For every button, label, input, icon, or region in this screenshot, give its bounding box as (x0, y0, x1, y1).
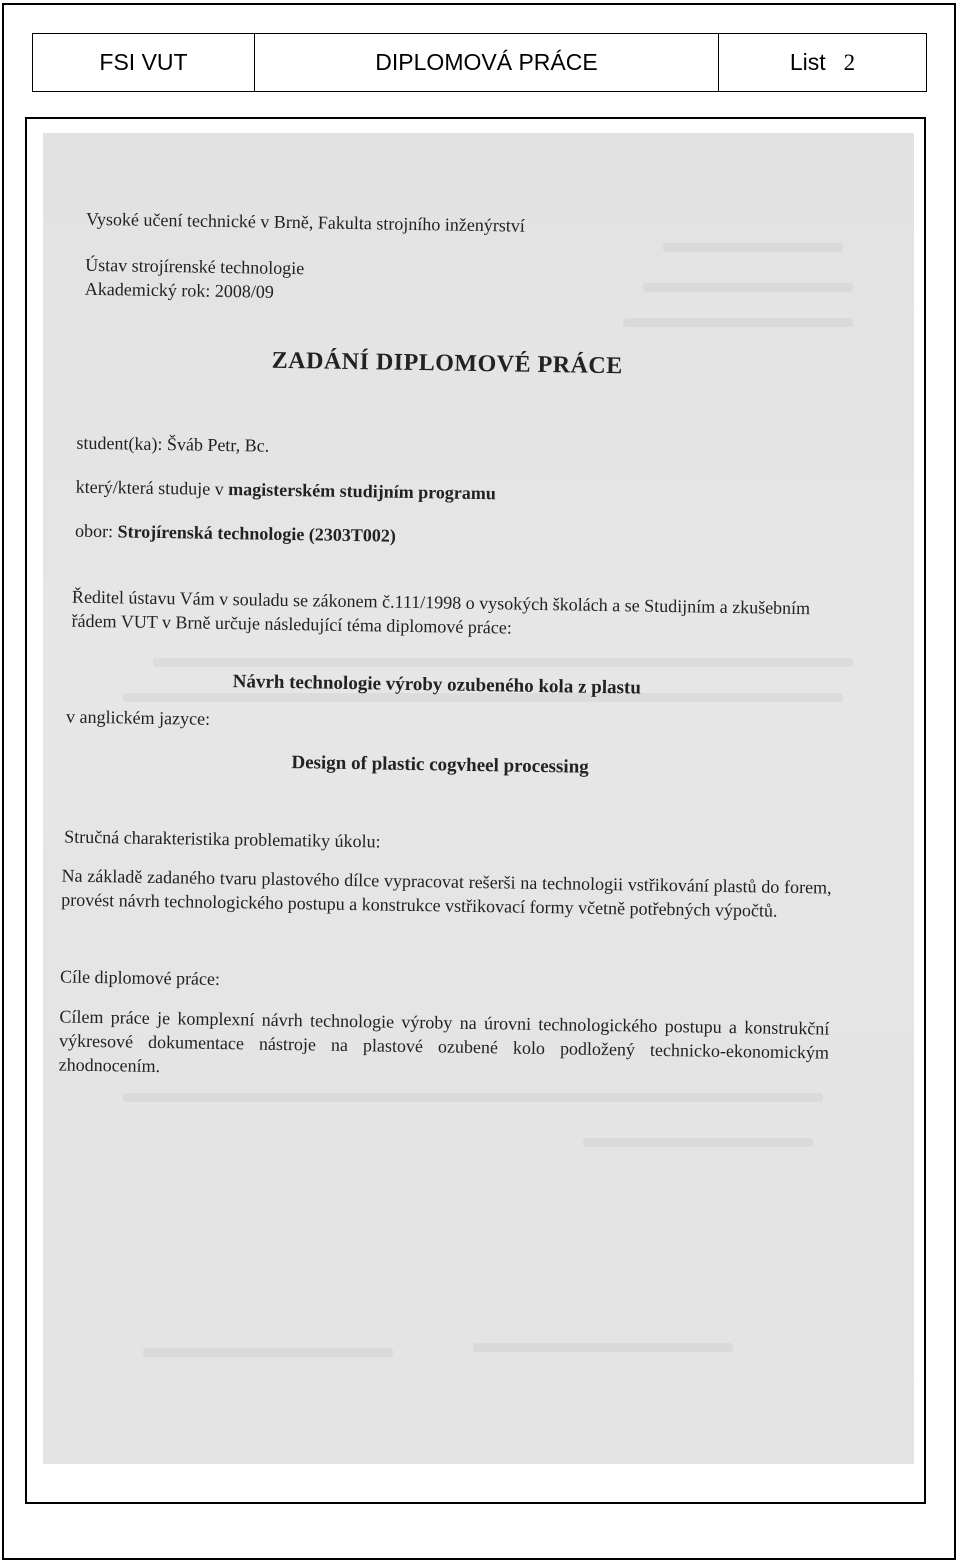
goals-label: Cíle diplomové práce: (59, 966, 221, 989)
academic-year: Akademický rok: 2008/09 (84, 278, 274, 302)
goals-text: Cílem práce je komplexní návrh technologie výroby na úrovni technologického postupu a konstrukční výkresové dokumentace nástroje na plastové ozubené kolo podložený technicko-ekonomickým zhodnocením. (58, 1006, 830, 1077)
school-name: Vysoké učení technické v Brně, Fakulta strojního inženýrství (85, 208, 525, 236)
student-name: student(ka): Šváb Petr, Bc. (76, 432, 270, 456)
header-sheet (719, 34, 926, 91)
study-field (75, 521, 396, 547)
institute-name: Ústav strojírenské technologie (85, 254, 305, 279)
header-doc-type (255, 34, 719, 91)
header-page-number: 2 (843, 49, 856, 75)
study-program-value: magisterském studijním programu (228, 479, 497, 504)
header-faculty (33, 34, 255, 91)
brief-text: Na základě zadaného tvaru plastového dílce vypracovat rešerši na technologii vstřikování plastů do forem, provést návrh technologického postupu a konstrukce vstřikovací formy včetně potřebných výpočtů. (61, 865, 832, 921)
topic-english: Design of plastic cogvheel processing (291, 752, 589, 778)
topic-czech: Návrh technologie výroby ozubeného kola z plastu (232, 671, 642, 699)
page-header (32, 33, 927, 92)
study-field-prefix: obor: (74, 520, 118, 542)
header-sheet-label: List (789, 49, 826, 75)
document-title: ZADÁNÍ DIPLOMOVÉ PRÁCE (271, 347, 623, 380)
header-doc-type-text: DIPLOMOVÁ PRÁCE (375, 49, 598, 75)
scanned-assignment-image (43, 133, 914, 1464)
study-program-prefix: který/která studuje v (75, 476, 229, 500)
brief-label: Stručná charakteristika problematiky úkolu: (64, 826, 381, 852)
english-label: v anglickém jazyce: (65, 706, 211, 729)
study-field-value: Strojírenská technologie (2303T002) (117, 521, 397, 546)
director-statement: Ředitel ústavu Vám v souladu se zákonem č.111/1998 o vysokých školách a se Studijním a zkušebním řádem VUT v Brně určuje následující téma diplomové práce: (71, 586, 811, 638)
assignment-document (43, 133, 914, 1464)
study-program (76, 477, 496, 505)
header-faculty-text: FSI VUT (99, 49, 188, 75)
